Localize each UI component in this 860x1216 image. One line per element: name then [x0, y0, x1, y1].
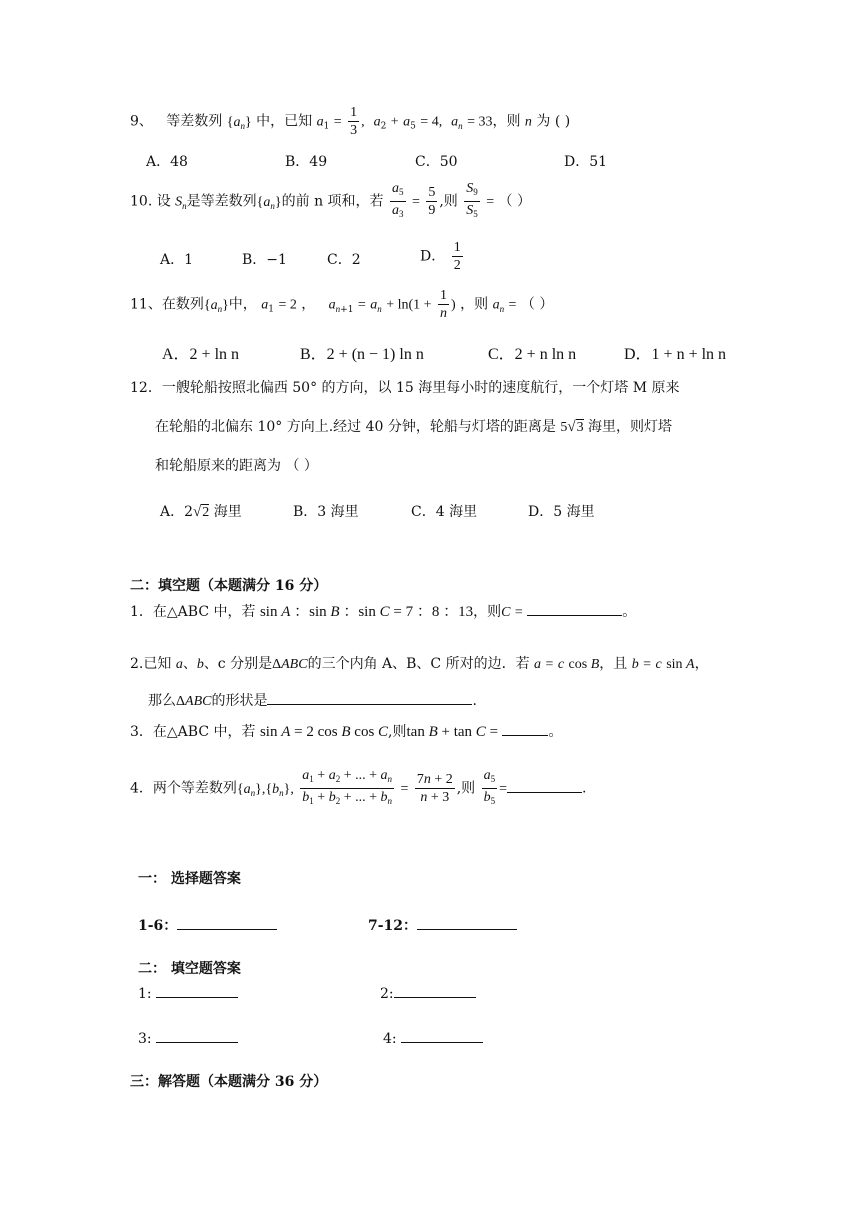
- fill-question-4: 4．两个等差数列$\{a_n\},\{b_n\}$, $\frac{a_1 + a_2 + ... + a_n}{b_1 + b_2 + ... + b_n}$ = $\frac{7n + 2}{n + 3}$ ,则 $\frac{a_5}{b_5}$ = .: [130, 768, 587, 806]
- q11-option-a: A．2 + ln n: [162, 346, 240, 363]
- solve-section-heading: 三：解答题（本题满分 36 分）: [130, 1074, 328, 1090]
- question-12-line-1: 12．一艘轮船按照北偏西 50° 的方向，以 15 海里每小时的速度航行，一个灯塔 M 原来: [130, 380, 680, 396]
- fill-answer-2-blank[interactable]: [394, 986, 476, 998]
- fill-question-1: 1．在△ABC 中，若 sin A ：sin B ：sin C = 7 ：8 ：13，则C = 。: [130, 604, 637, 620]
- choice-answer-1-6: 1-6：: [138, 918, 277, 933]
- fill-answer-3-blank[interactable]: [156, 1031, 238, 1043]
- choice-answer-7-12: 7-12：: [368, 918, 517, 933]
- q11-option-c: C．2 + n ln n: [488, 346, 577, 363]
- fill-3-blank[interactable]: [502, 724, 548, 736]
- fill-question-3: 3．在△ABC 中，若 sin A = 2 cos B cos C,则tan B + tan C = 。: [130, 724, 563, 740]
- q12-option-c: C．4 海里: [411, 504, 478, 520]
- fill-4-blank[interactable]: [507, 781, 582, 793]
- q11-option-d: D．1 + n + ln n: [624, 346, 727, 363]
- fill-2-blank[interactable]: [267, 693, 472, 705]
- fill-answer-4: 4:: [383, 1031, 483, 1046]
- fill-answer-1: 1:: [138, 986, 238, 1001]
- question-11: 11、在数列$\{a_n\}$中， $a_1 = 2$ ， $a_{n+1} = a_n + \ln(1$ + $\frac{1}{n}$ ) ，则 $a_n$ = （ ）: [130, 288, 554, 321]
- q9-option-b: B．49: [285, 154, 328, 170]
- choice-answer-1-6-blank[interactable]: [177, 918, 277, 930]
- choice-answer-7-12-blank[interactable]: [417, 918, 517, 930]
- q12-option-b: B．3 海里: [293, 504, 359, 520]
- q12-option-d: D．5 海里: [528, 504, 595, 520]
- fill-question-2-line-2: 那么ΔABC的形状是 .: [148, 693, 477, 709]
- q10-option-c: C．2: [327, 252, 361, 268]
- fill-answer-3: 3:: [138, 1031, 238, 1046]
- fill-answer-4-blank[interactable]: [401, 1031, 483, 1043]
- question-12-line-3: 和轮船原来的距离为 （ ）: [155, 458, 318, 474]
- q12-option-a: A．2√2 海里: [160, 504, 242, 520]
- q9-option-a: A．48: [146, 154, 188, 170]
- fill-answer-heading: 二： 填空题答案: [138, 961, 241, 977]
- fill-question-2: 2.已知 a、b、c 分别是ΔABC的三个内角 A、B、C 所对的边．若 a = c cos B，且 b = c sin A，: [130, 656, 709, 672]
- fill-answer-1-blank[interactable]: [156, 986, 238, 998]
- question-10: 10. 设 $S_n$是等差数列$\{a_n\}$的前 n 项和，若 $\frac{a_5}{a_3}$ = $\frac{5}{9}$ ,则 $\frac{S_9}{S_5}$ = （ ）: [130, 181, 531, 219]
- fill-answer-2: 2:: [380, 986, 476, 1001]
- question-12-line-2: 在轮船的北偏东 10° 方向上.经过 40 分钟，轮船与灯塔的距离是 5√3 海里，则灯塔: [155, 419, 673, 435]
- fill-1-blank[interactable]: [527, 604, 622, 616]
- q10-option-b: B．−1: [242, 252, 287, 268]
- choice-answer-heading: 一： 选择题答案: [138, 871, 241, 887]
- q9-option-d: D．51: [564, 154, 608, 170]
- fill-section-heading: 二：填空题（本题满分 16 分）: [130, 578, 328, 594]
- q11-option-b: B．2 + (n − 1) ln n: [300, 346, 424, 363]
- q10-option-d: D． $\frac{1}{2}$: [420, 240, 461, 273]
- q9-option-c: C．50: [415, 154, 458, 170]
- q10-option-a: A．1: [160, 252, 194, 268]
- question-9: 9、 等差数列 $\{a_n\}$ 中，已知 $a_1$ = $\frac{1}{3}$ , $a_2 + a_5 = 4$, $a_n = 33$，则 n 为 ( ): [130, 105, 571, 138]
